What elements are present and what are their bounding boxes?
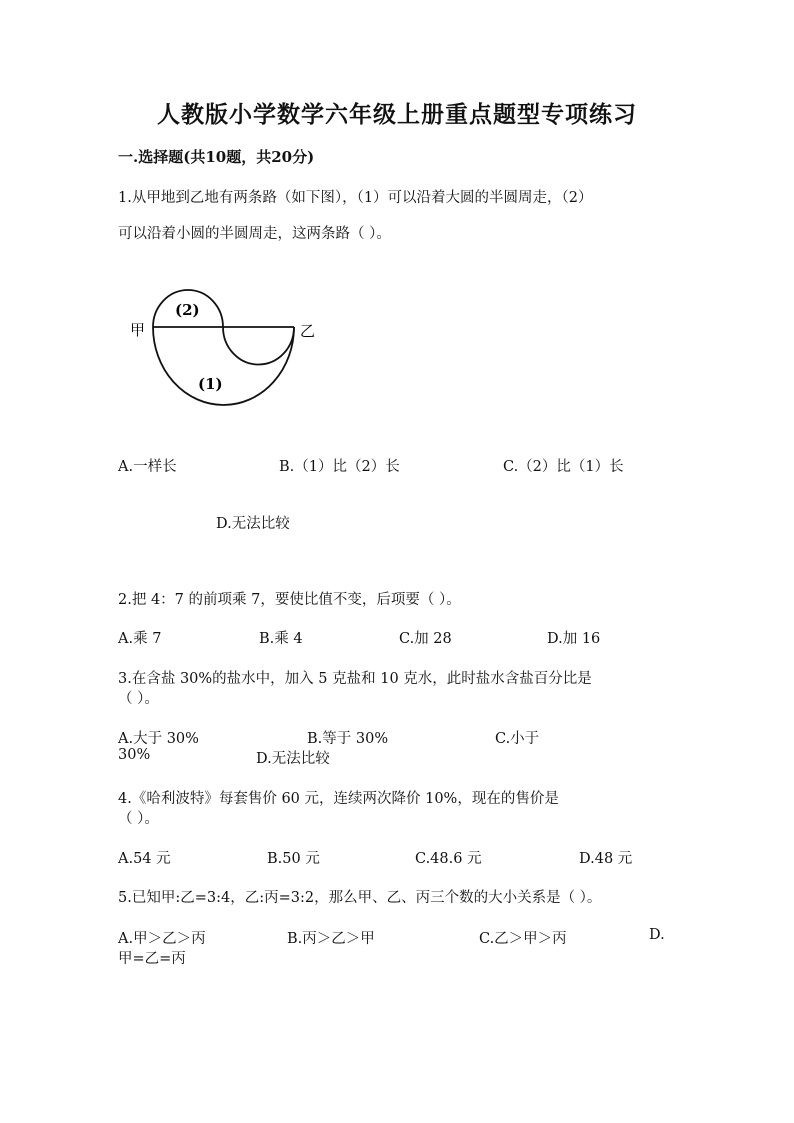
figure-label-end: 乙 [300, 322, 316, 340]
question-2-line-1: 2.把 4：7 的前项乘 7，要使比值不变，后项要（ ）。 [118, 592, 461, 608]
question-4-option-c[interactable]: C.48.6 元 [415, 851, 482, 867]
question-3-option-d[interactable]: D.无法比较 [256, 751, 330, 767]
question-2-option-a[interactable]: A.乘 7 [118, 631, 162, 647]
question-3-option-c-cont[interactable]: 30% [118, 747, 151, 763]
section-heading: 一.选择题(共10题，共20分) [118, 148, 315, 166]
question-2-option-c[interactable]: C.加 28 [399, 631, 452, 647]
small-semicircle-lower-path [223, 327, 294, 365]
question-1-option-b[interactable]: B.（1）比（2）长 [279, 459, 400, 475]
question-5-option-d[interactable]: D. [649, 927, 665, 943]
question-4-option-a[interactable]: A.54 元 [118, 851, 171, 867]
question-1-option-c[interactable]: C.（2）比（1）长 [503, 459, 624, 475]
question-3-option-c[interactable]: C.小于 [495, 731, 540, 747]
question-5-line-1: 5.已知甲:乙=3:4，乙:丙=3:2，那么甲、乙、丙三个数的大小关系是（ ）。 [118, 890, 602, 906]
question-1-option-a[interactable]: A.一样长 [118, 459, 177, 475]
question-4-line-2: （ ）。 [118, 811, 159, 827]
question-3-line-1: 3.在含盐 30%的盐水中，加入 5 克盐和 10 克水，此时盐水含盐百分比是 [118, 671, 592, 687]
question-3-option-a[interactable]: A.大于 30% [118, 731, 199, 747]
question-1-figure [118, 280, 338, 415]
question-5-option-c[interactable]: C.乙＞甲＞丙 [479, 931, 567, 947]
question-5-option-d-cont[interactable]: 甲=乙=丙 [118, 951, 186, 967]
question-1-line-1: 1.从甲地到乙地有两条路（如下图），（1）可以沿着大圆的半圆周走，（2） [118, 190, 593, 206]
question-2-option-b[interactable]: B.乘 4 [259, 631, 303, 647]
question-4-option-d[interactable]: D.48 元 [579, 851, 633, 867]
figure-label-large-path: (1) [198, 375, 223, 393]
question-3-line-2: （ ）。 [118, 691, 159, 707]
figure-label-small-path: (2) [175, 301, 200, 319]
question-1-line-2: 可以沿着小圆的半圆周走，这两条路（ ）。 [118, 226, 391, 242]
question-1-option-d[interactable]: D.无法比较 [216, 516, 290, 532]
question-5-option-b[interactable]: B.丙＞乙＞甲 [287, 931, 375, 947]
question-2-option-d[interactable]: D.加 16 [547, 631, 601, 647]
question-3-option-b[interactable]: B.等于 30% [307, 731, 389, 747]
page-title: 人教版小学数学六年级上册重点题型专项练习 [157, 101, 637, 128]
figure-label-start: 甲 [130, 321, 146, 339]
question-4-line-1: 4.《哈利波特》每套售价 60 元，连续两次降价 10%，现在的售价是 [118, 791, 559, 807]
question-4-option-b[interactable]: B.50 元 [267, 851, 320, 867]
large-semicircle-path [153, 327, 294, 405]
question-5-option-a[interactable]: A.甲＞乙＞丙 [118, 931, 206, 947]
